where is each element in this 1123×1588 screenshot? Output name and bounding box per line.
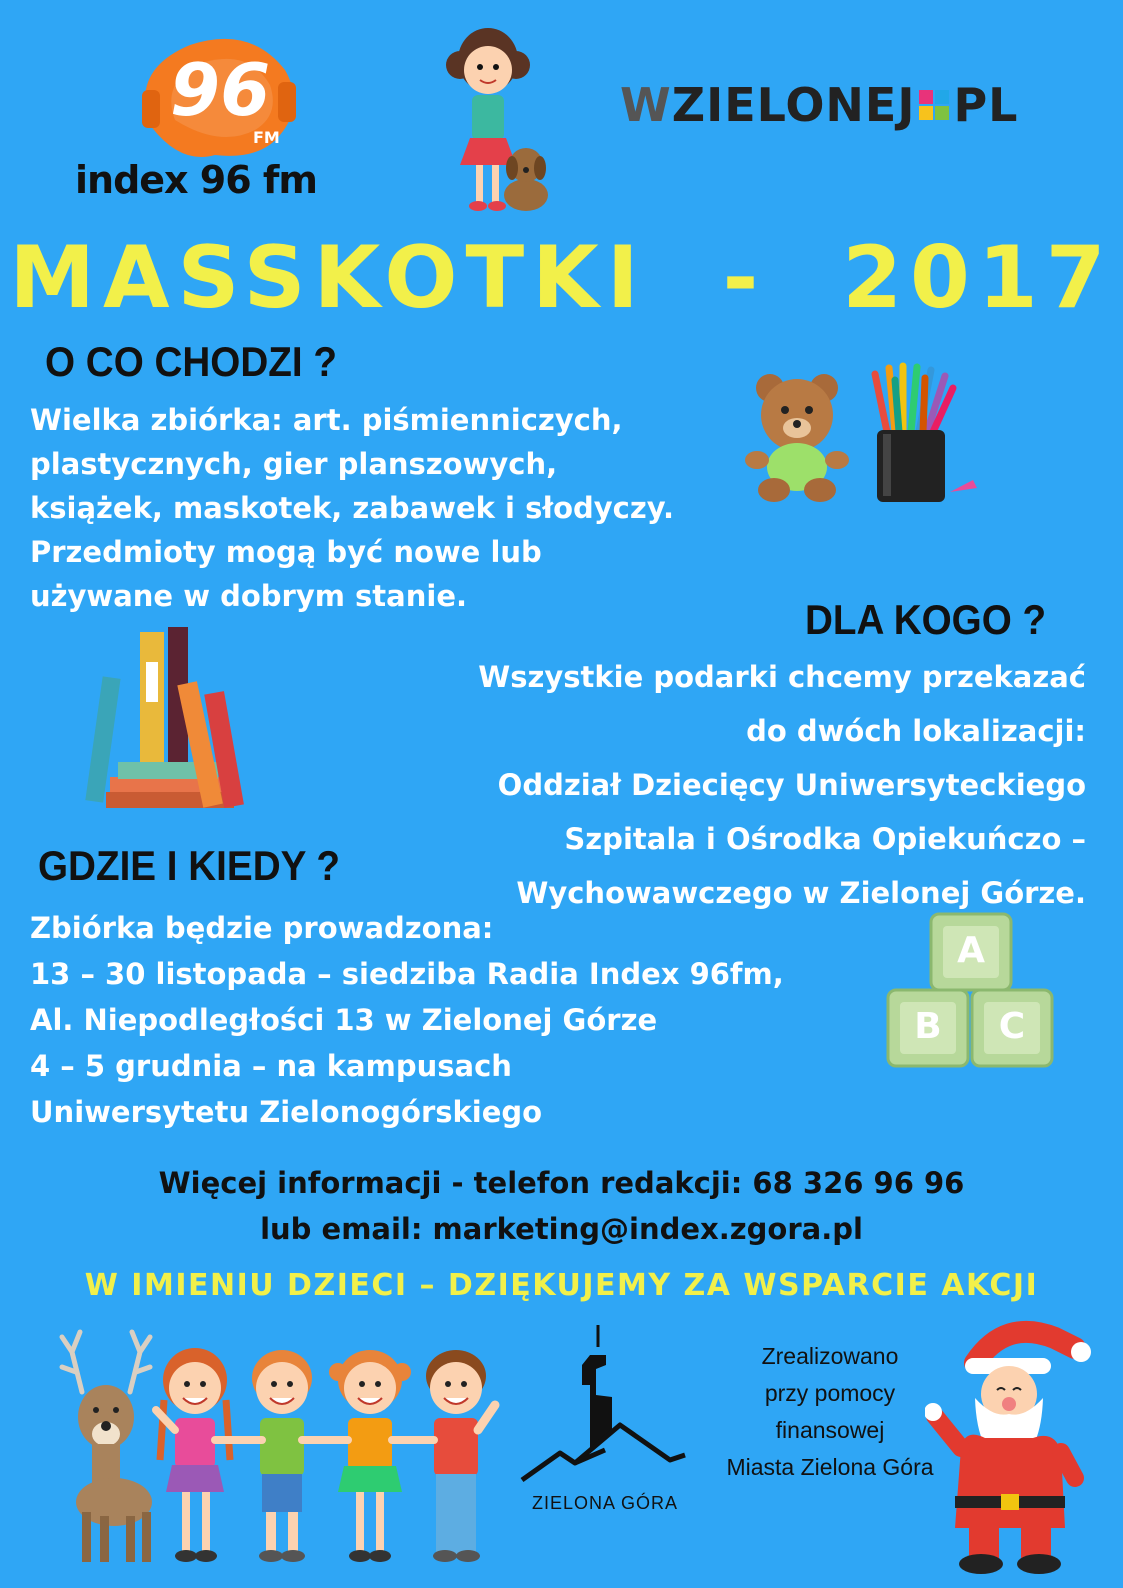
- abc-blocks-icon: [886, 910, 1056, 1070]
- what-line: Wielka zbiórka: art. piśmienniczych,: [30, 403, 623, 437]
- for-whom-line: Wszystkie podarki chcemy przekazać: [478, 660, 1086, 694]
- for-whom-line: Wychowawczego w Zielonej Górze.: [516, 876, 1086, 910]
- santa-claus-icon: [925, 1318, 1100, 1578]
- radio-logo-number: 96: [170, 48, 271, 132]
- what-line: książek, maskotek, zabawek i słodyczy.: [30, 491, 675, 525]
- funding-note: [710, 1338, 950, 1486]
- what-body: [30, 398, 674, 618]
- partner-logo: [620, 78, 1019, 132]
- for-whom-body: [478, 650, 1086, 920]
- block-letter: C: [998, 1006, 1026, 1047]
- where-when-line: Uniwersytetu Zielonogórskiego: [30, 1095, 543, 1129]
- for-whom-line: Szpitala i Ośrodka Opiekuńczo –: [564, 822, 1086, 856]
- where-when-line: Zbiórka będzie prowadzona:: [30, 911, 494, 945]
- reindeer-icon: [52, 1322, 162, 1572]
- partner-logo-main: ZIELONEJ: [671, 78, 916, 132]
- for-whom-line: Oddział Dziecięcy Uniwersyteckiego: [497, 768, 1086, 802]
- poster-title: MASSKOTKI - 2017: [9, 228, 1114, 328]
- girl-with-dog-icon: [428, 20, 558, 220]
- contact-email: lub email: marketing@index.zgora.pl: [260, 1212, 863, 1246]
- funding-line: przy pomocy: [764, 1380, 896, 1406]
- where-when-line: 4 – 5 grudnia – na kampusach: [30, 1049, 512, 1083]
- teddy-bear-icon: [742, 370, 852, 505]
- books-stack-icon: [80, 622, 260, 812]
- block-letter: B: [914, 1006, 942, 1047]
- what-line: Przedmioty mogą być nowe lub: [30, 535, 542, 569]
- what-line: plastycznych, gier planszowych,: [30, 447, 558, 481]
- radio-name: index 96 fm: [75, 158, 318, 202]
- thanks-banner: W IMIENIU DZIECI – DZIĘKUJEMY ZA WSPARCIE AKCJI: [84, 1268, 1039, 1303]
- what-heading: O CO CHODZI ?: [45, 338, 337, 385]
- contact-phone: Więcej informacji - telefon redakcji: 68 326 96 96: [158, 1166, 965, 1200]
- funding-line: Miasta Zielona Góra: [726, 1454, 934, 1480]
- where-when-body: [30, 905, 784, 1135]
- pencil-cup-icon: [865, 362, 983, 512]
- where-when-heading: GDZIE I KIEDY ?: [38, 842, 341, 889]
- for-whom-line: do dwóch lokalizacji:: [746, 714, 1086, 748]
- where-when-line: 13 – 30 listopada – siedziba Radia Index 96fm,: [30, 957, 784, 991]
- city-logo-label: ZIELONA GÓRA: [531, 1493, 679, 1513]
- where-when-line: Al. Niepodległości 13 w Zielonej Górze: [30, 1003, 658, 1037]
- partner-logo-squares-icon: [919, 90, 949, 120]
- block-letter: A: [957, 930, 985, 971]
- radio-logo-fm: FM: [253, 128, 280, 147]
- children-holding-hands-icon: [150, 1340, 502, 1580]
- contact-info: [0, 1160, 1123, 1252]
- what-line: używane w dobrym stanie.: [30, 579, 468, 613]
- partner-logo-w: W: [620, 78, 672, 132]
- for-whom-heading: DLA KOGO ?: [805, 596, 1047, 643]
- funding-line: Zrealizowano: [761, 1343, 899, 1369]
- funding-line: finansowej: [775, 1417, 885, 1443]
- partner-logo-pl: PL: [953, 78, 1019, 132]
- zielona-gora-emblem-icon: [520, 1325, 690, 1490]
